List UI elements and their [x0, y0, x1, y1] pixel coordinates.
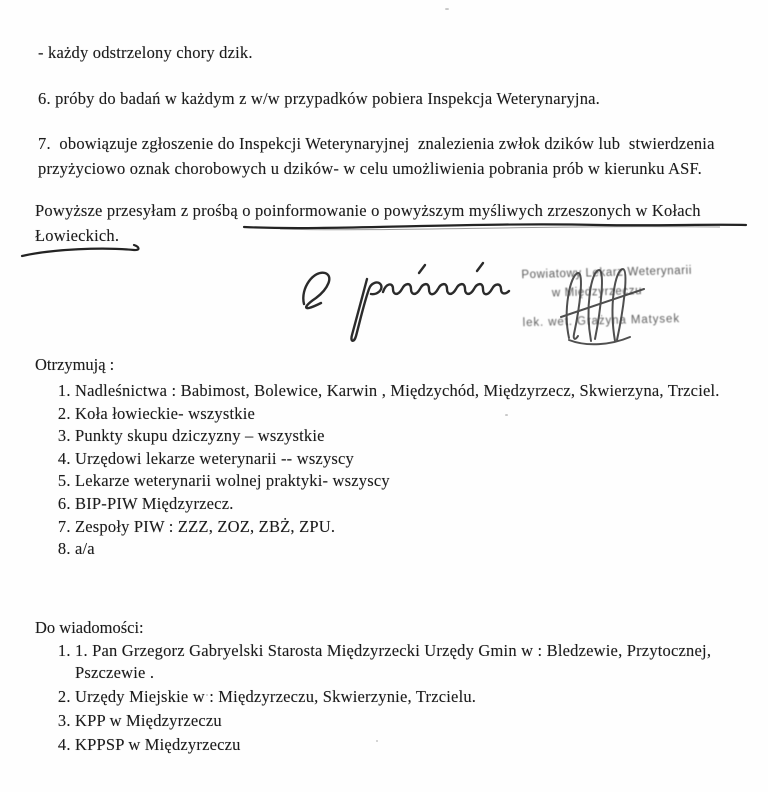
paragraph-point-6: 6. próby do badań w każdym z w/w przypadków pobiera Inspekcja Weterynaryjna. — [38, 89, 601, 108]
signature-scribble — [555, 262, 650, 347]
cc-item: 3. KPP w Międzyrzeczu — [75, 710, 712, 732]
paragraph-sick-boar: - każdy odstrzelony chory dzik. — [38, 43, 253, 62]
paragraph-point-7: 7. obowiązuje zgłoszenie do Inspekcji Weterynaryjnej znalezienia zwłok dzików lub stwierdzenia przyżyciowo oznak chorobowych u dzików- w celu umożliwienia pobrania prób w kierunku ASF. — [38, 134, 719, 178]
cc-list — [38, 640, 712, 758]
recipient-item: 3. Punkty skupu dziczyzny – wszystkie — [75, 425, 735, 448]
recipients-heading: Otrzymują : — [35, 355, 115, 374]
stamp-line-2: w Międzyrzeczu — [551, 285, 643, 300]
stamp-line-3: lek. wet. Grażyna Matysek — [522, 313, 681, 330]
scan-speck — [445, 8, 449, 10]
recipient-item: 8. a/a — [75, 538, 735, 561]
recipient-item: 2. Koła łowieckie- wszystkie — [75, 403, 735, 426]
recipient-item: 1. Nadleśnictwa : Babimost, Bolewice, Karwin , Międzychód, Międzyrzecz, Skwierzyna, Trzciel. — [75, 380, 735, 403]
handwriting-text — [0, 0, 1, 1]
paragraph-closing: Powyższe przesyłam z prośbą o poinformowanie o powyższym myśliwych zrzeszonych w Kołach Łowieckich. — [35, 201, 706, 245]
cc-item: 4. KPPSP w Międzyrzeczu — [75, 734, 712, 756]
hand-underline-long — [240, 218, 752, 234]
recipient-item: 7. Zespoły PIW : ZZZ, ZOZ, ZBŻ, ZPU. — [75, 516, 735, 539]
handwriting-z-powazaniem — [290, 258, 530, 348]
recipient-item: 4. Urzędowi lekarze weterynarii -- wszyscy — [75, 448, 735, 471]
recipients-list — [38, 380, 735, 561]
recipient-item: 5. Lekarze weterynarii wolnej praktyki- wszyscy — [75, 470, 735, 493]
cc-heading: Do wiadomości: — [35, 618, 144, 637]
hand-underline-short — [18, 242, 148, 260]
stamp-line-1: Powiatowy Lekarz Weterynarii — [521, 264, 693, 282]
cc-item: 1. 1. Pan Grzegorz Gabryelski Starosta Międzyrzecki Urzędy Gmin w : Bledzewie, Przytocznej, Pszczewie . — [75, 640, 712, 684]
cc-item: 2. Urzędy Miejskie w : Międzyrzeczu, Skwierzynie, Trzcielu. — [75, 686, 712, 708]
recipient-item: 6. BIP-PIW Międzyrzecz. — [75, 493, 735, 516]
